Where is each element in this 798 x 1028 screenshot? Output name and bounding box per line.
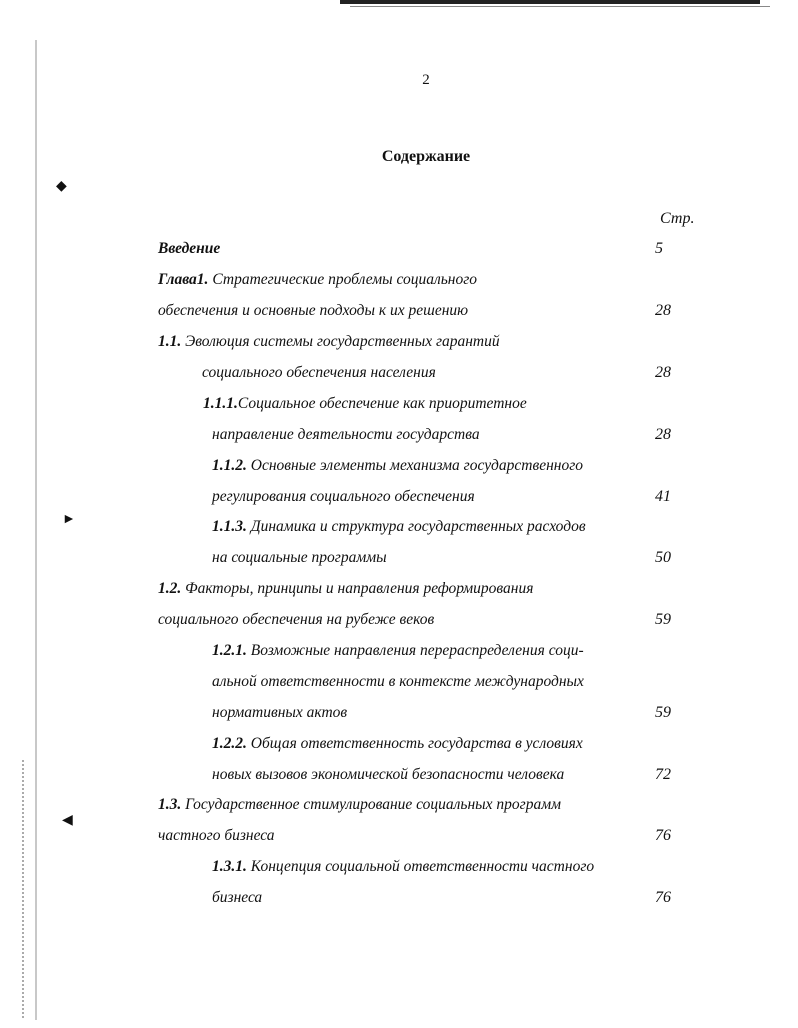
toc-line: 1.2. Факторы, принципы и направления реформирования — [158, 580, 534, 597]
toc-line: 1.2.2. Общая ответственность государства в условиях — [212, 735, 583, 752]
toc-line: Введение — [158, 240, 221, 257]
toc-page: 72 — [655, 766, 671, 783]
toc-page: 28 — [655, 364, 671, 381]
page-title: Содержание — [381, 148, 471, 165]
punch-hole-icon: ► — [62, 512, 76, 527]
toc-line: нормативных актов — [212, 704, 348, 721]
toc-line: 1.1.1.Социальное обеспечение как приоритетное — [203, 395, 527, 412]
toc-page: 76 — [655, 827, 671, 844]
toc-line: социального обеспечения населения — [202, 364, 436, 381]
punch-hole-icon: ◆ — [56, 179, 67, 194]
scan-artifact-top-line — [350, 6, 770, 7]
toc-line: 1.1.3. Динамика и структура государственных расходов — [212, 518, 586, 535]
toc-line: обеспечения и основные подходы к их решению — [158, 302, 469, 319]
toc-line: новых вызовов экономической безопасности человека — [212, 766, 565, 783]
toc-page: 76 — [655, 889, 671, 906]
toc-line: направление деятельности государства — [212, 426, 480, 443]
toc-line: социального обеспечения на рубеже веков — [158, 611, 435, 628]
toc-line: бизнеса — [212, 889, 263, 906]
scan-artifact-left-edge — [22, 760, 24, 1020]
toc-page: 28 — [655, 426, 671, 443]
toc-page: 41 — [655, 488, 671, 505]
toc-line: частного бизнеса — [158, 827, 275, 844]
toc-line: Глава1. Стратегические проблемы социального — [158, 271, 478, 288]
page-column-header: Стр. — [660, 210, 695, 227]
toc-line: 1.1.2. Основные элементы механизма государственного — [212, 457, 584, 474]
toc-line: 1.3. Государственное стимулирование социальных программ — [158, 796, 561, 813]
toc-line: 1.2.1. Возможные направления перераспределения соци- — [212, 642, 584, 659]
scan-artifact-top — [340, 0, 760, 4]
toc-line: регулирования социального обеспечения — [212, 488, 475, 505]
toc-line: 1.3.1. Концепция социальной ответственности частного — [212, 858, 595, 875]
scan-artifact-left — [35, 40, 37, 1020]
toc-line: 1.1. Эволюция системы государственных гарантий — [158, 333, 500, 350]
toc-line: на социальные программы — [212, 549, 387, 566]
toc-page: 28 — [655, 302, 671, 319]
toc-page: 59 — [655, 704, 671, 721]
toc-page: 50 — [655, 549, 671, 566]
toc-line: альной ответственности в контексте международных — [212, 673, 584, 690]
punch-hole-icon: ◀ — [62, 813, 73, 828]
toc-page: 5 — [655, 240, 663, 257]
toc-page: 59 — [655, 611, 671, 628]
page-number: 2 — [422, 72, 430, 88]
